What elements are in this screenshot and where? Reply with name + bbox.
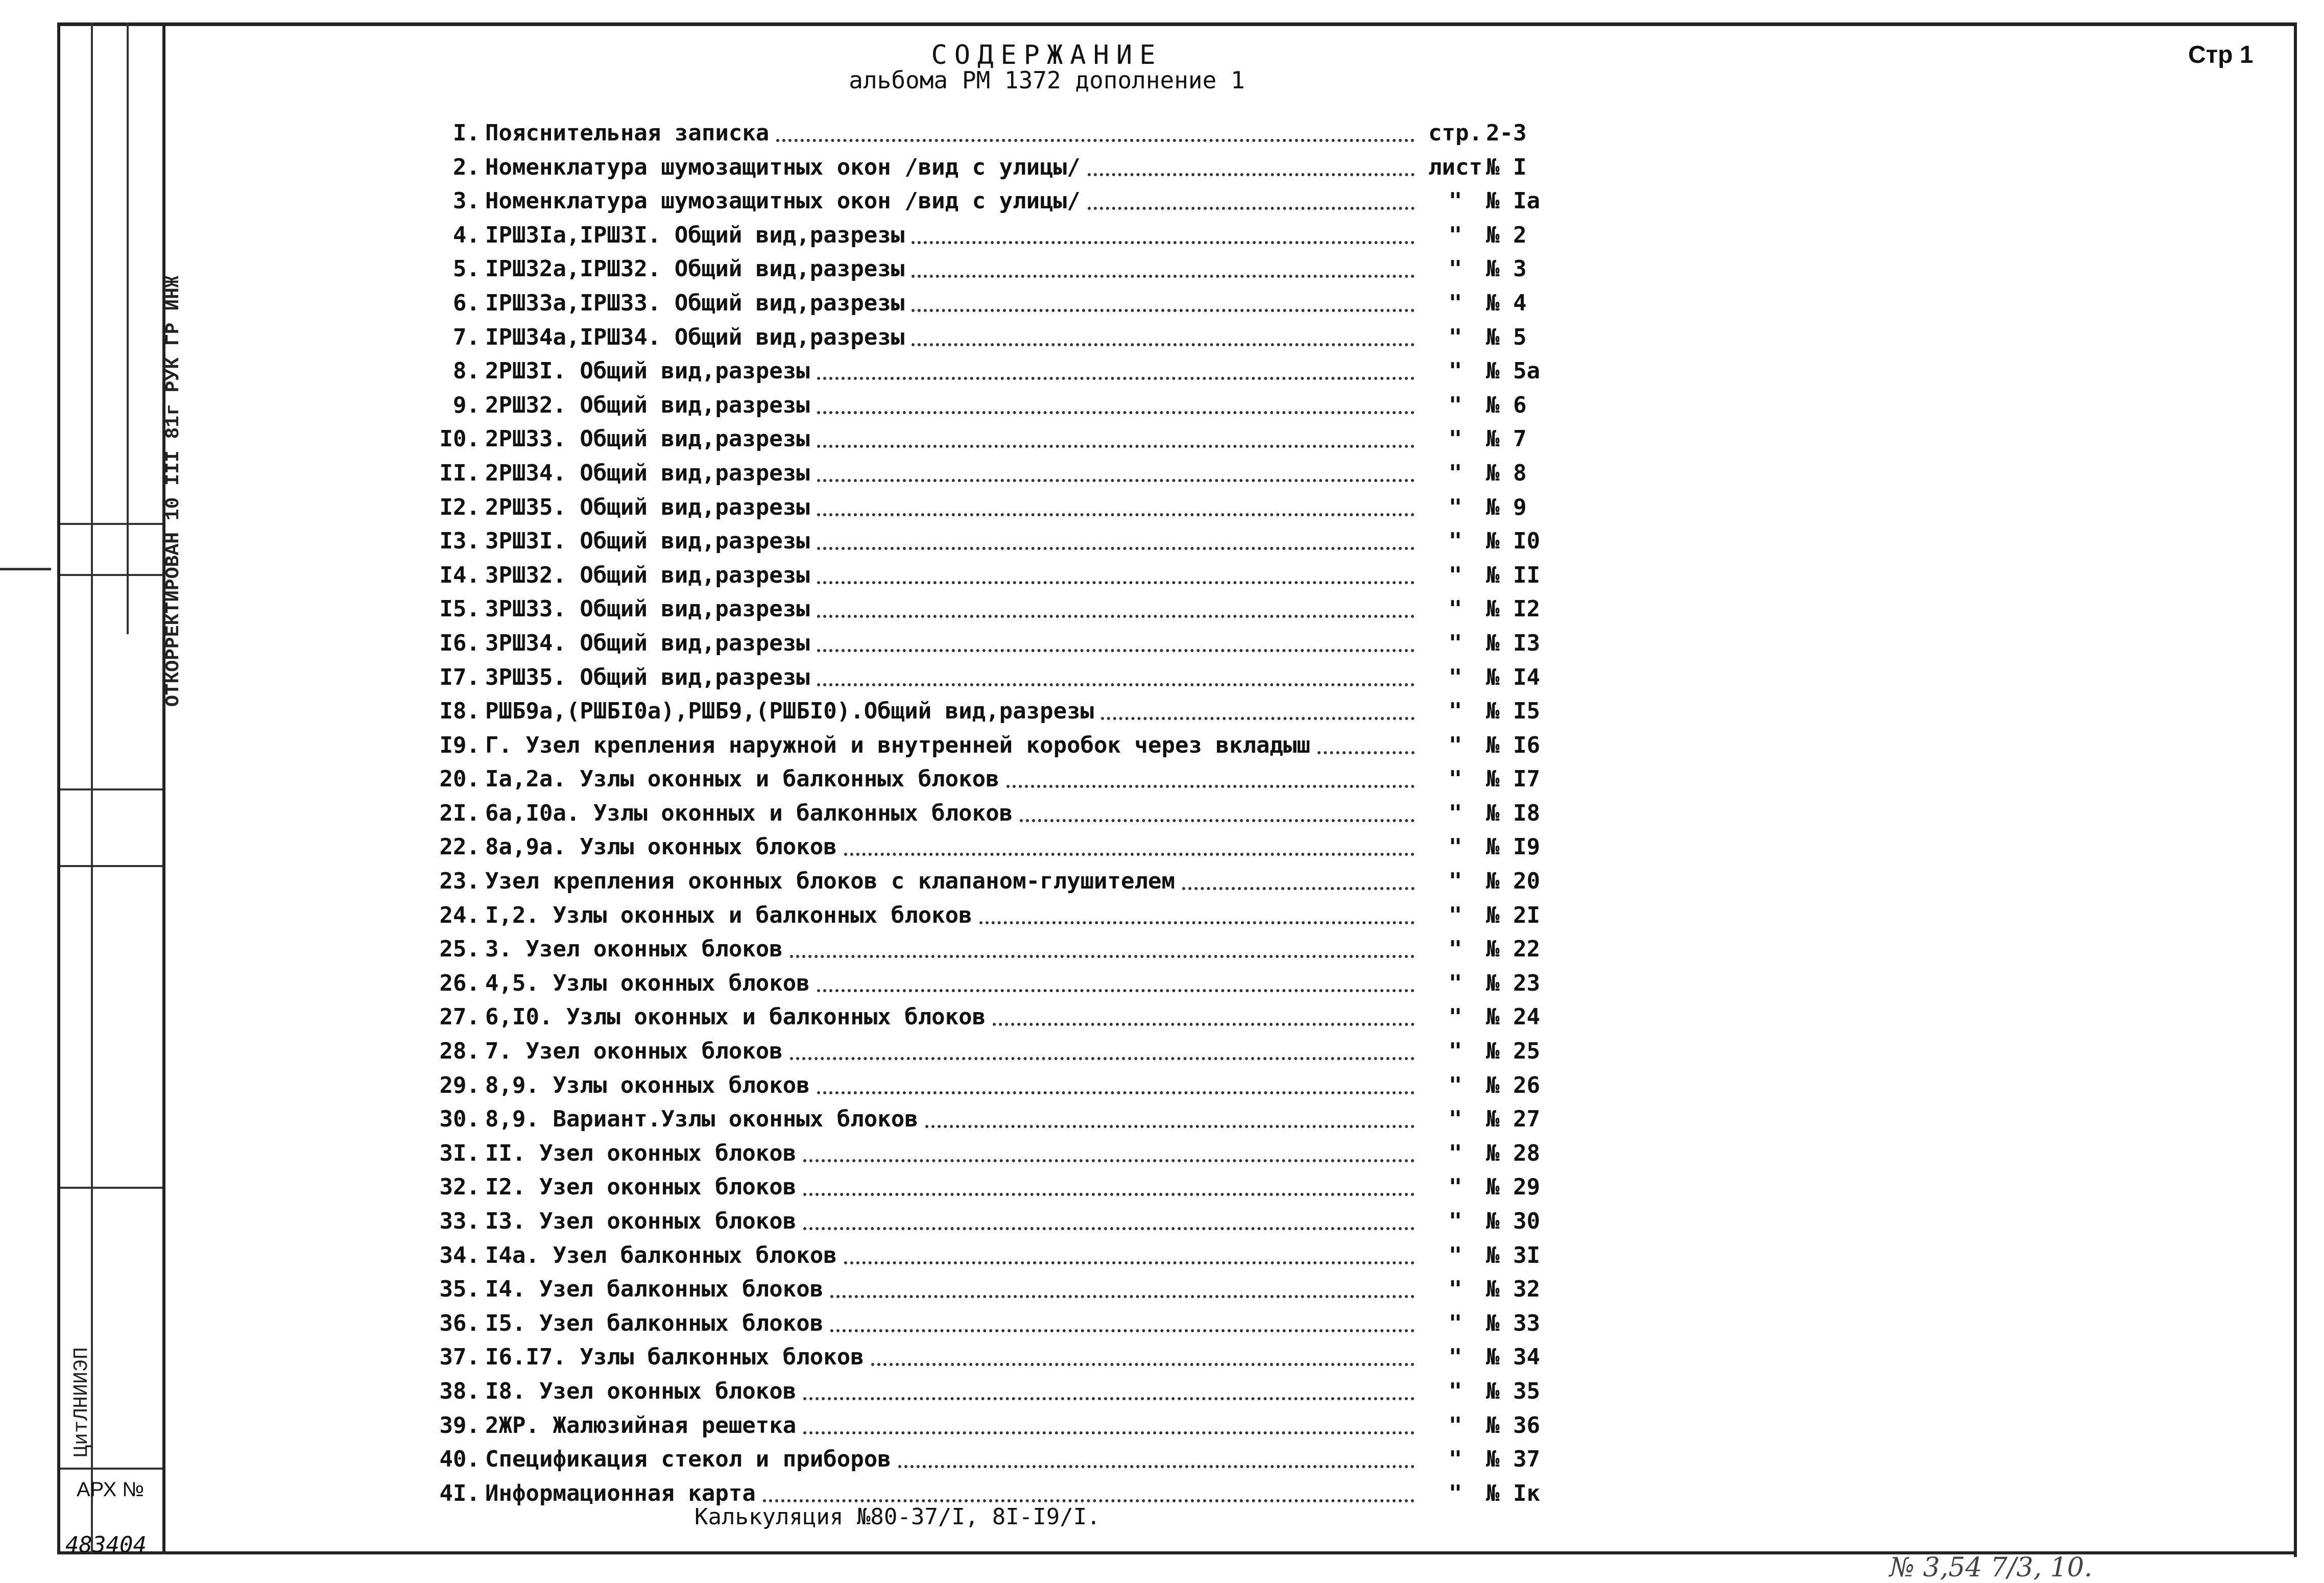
- toc-entry-title: 3РШ3I. Общий вид,разрезы: [485, 528, 810, 555]
- toc-entry-sheet-number: № 34: [1486, 1344, 1540, 1371]
- toc-entry-sheet-number: № II: [1486, 562, 1540, 588]
- toc-entry-ref-type: ": [1448, 1310, 1463, 1336]
- dot-leader: [790, 1057, 1415, 1060]
- toc-entry-ref-type: ": [1448, 800, 1463, 826]
- toc-entry-title: 2ЖР. Жалюзийная решетка: [485, 1412, 797, 1438]
- dot-leader: [803, 1227, 1415, 1230]
- dot-leader: [830, 1329, 1415, 1332]
- toc-entry-title: Г. Узел крепления наружной и внутренней коробок через вкладыш: [485, 732, 1310, 758]
- toc-entry-number: 30.: [439, 1106, 480, 1133]
- toc-entry-title: I5. Узел балконных блоков: [485, 1310, 824, 1336]
- toc-entry-ref-type: ": [1448, 324, 1463, 350]
- toc-entry-sheet-number: № I: [1486, 154, 1527, 180]
- toc-entry: [403, 932, 1578, 967]
- title-block-strip: [57, 22, 184, 1553]
- toc-entry: [403, 830, 1578, 865]
- toc-entry-number: 25.: [439, 936, 480, 963]
- toc-entry-ref-type: ": [1448, 1140, 1463, 1166]
- toc-entry-title: 3РШ33. Общий вид,разрезы: [485, 596, 810, 622]
- dot-leader: [912, 309, 1415, 312]
- toc-entry-sheet-number: № 3I: [1486, 1242, 1540, 1268]
- toc-entry-ref-type: ": [1448, 1004, 1463, 1030]
- toc-entry: [403, 1069, 1578, 1103]
- strip-divider: [91, 22, 93, 1553]
- dot-leader: [1101, 717, 1415, 720]
- toc-entry-title: IРШ3Iа,IРШ3I. Общий вид,разрезы: [485, 222, 905, 248]
- toc-entry-sheet-number: № I5: [1486, 698, 1540, 725]
- toc-entry-sheet-number: № I8: [1486, 800, 1540, 826]
- toc-entry-number: 38.: [439, 1378, 480, 1404]
- toc-entry-ref-type: ": [1448, 630, 1463, 656]
- toc-entry-sheet-number: № 35: [1486, 1378, 1540, 1404]
- toc-entry-sheet-number: № 3: [1486, 256, 1527, 282]
- toc-entry-sheet-number: № I2: [1486, 596, 1540, 622]
- toc-entry: [403, 1137, 1578, 1171]
- toc-entry-number: 5.: [453, 256, 480, 282]
- dot-leader: [817, 581, 1415, 584]
- toc-entry-number: 2.: [453, 154, 480, 180]
- toc-entry-ref-type: ": [1448, 902, 1463, 928]
- toc-entry-ref-type: ": [1448, 1344, 1463, 1371]
- toc-entry-sheet-number: 2-3: [1486, 120, 1527, 146]
- dot-leader: [1182, 887, 1415, 890]
- edge-mark: [0, 568, 51, 570]
- dot-leader: [830, 1295, 1415, 1298]
- dot-leader: [803, 1431, 1415, 1434]
- toc-entry-sheet-number: № 9: [1486, 494, 1527, 520]
- dot-leader: [803, 1193, 1415, 1196]
- toc-entry-sheet-number: № 29: [1486, 1174, 1540, 1201]
- toc-entry-sheet-number: № 24: [1486, 1004, 1540, 1030]
- dot-leader: [817, 445, 1415, 448]
- toc-entry-title: I2. Узел оконных блоков: [485, 1174, 797, 1201]
- toc-entry-ref-type: стр.: [1428, 120, 1482, 146]
- toc-entry-sheet-number: № 23: [1486, 970, 1540, 996]
- toc-entry-number: I4.: [439, 562, 480, 588]
- correction-note: ОТКОРРЕКТИРОВАН 10 III 81г РУК ГР ИНЖ: [162, 276, 184, 707]
- toc-entry-number: I7.: [439, 664, 480, 690]
- toc-entry-title: Спецификация стекол и приборов: [485, 1446, 891, 1473]
- toc-entry-sheet-number: № I6: [1486, 732, 1540, 758]
- toc-entry-title: I6.I7. Узлы балконных блоков: [485, 1344, 864, 1371]
- toc-entry-ref-type: ": [1448, 1072, 1463, 1098]
- toc-entry-sheet-number: № 20: [1486, 868, 1540, 895]
- toc-entry-title: 4,5. Узлы оконных блоков: [485, 970, 810, 996]
- dot-leader: [803, 1159, 1415, 1162]
- toc-entry-title: 6а,I0а. Узлы оконных и балконных блоков: [485, 800, 1013, 826]
- toc-entry-number: 28.: [439, 1038, 480, 1065]
- toc-entry-sheet-number: № I0: [1486, 528, 1540, 555]
- toc-entry-number: I3.: [439, 528, 480, 555]
- archive-label: АРХ №: [77, 1478, 145, 1501]
- dot-leader: [1020, 819, 1415, 822]
- toc-entry: [403, 865, 1578, 899]
- toc-entry-number: I2.: [439, 494, 480, 520]
- toc-entry-ref-type: ": [1448, 1106, 1463, 1133]
- toc-entry: [403, 1409, 1578, 1443]
- dot-leader: [817, 377, 1415, 380]
- toc-entry-number: 37.: [439, 1344, 480, 1371]
- toc-entry-number: 3I.: [439, 1140, 480, 1166]
- dot-leader: [912, 343, 1415, 346]
- dot-leader: [817, 649, 1415, 652]
- toc-entry-ref-type: ": [1448, 460, 1463, 486]
- toc-entry-title: 2РШ35. Общий вид,разрезы: [485, 494, 810, 520]
- toc-entry-number: I5.: [439, 596, 480, 622]
- toc-entry: [403, 286, 1578, 321]
- toc-entry-ref-type: ": [1448, 358, 1463, 385]
- toc-entry: [403, 1307, 1578, 1341]
- toc-entry-ref-type: ": [1448, 392, 1463, 418]
- toc-entry: [403, 1205, 1578, 1239]
- toc-entry-ref-type: ": [1448, 494, 1463, 520]
- toc-entry-ref-type: лист: [1428, 154, 1482, 180]
- toc-entry-number: 22.: [439, 834, 480, 860]
- page-subtitle: альбома РМ 1372 дополнение 1: [849, 66, 1245, 94]
- toc-entry-sheet-number: № 5: [1486, 324, 1527, 350]
- toc-entry: [403, 354, 1578, 389]
- dot-leader: [979, 921, 1415, 924]
- toc-entry-number: 6.: [453, 290, 480, 316]
- toc-entry-title: РШБ9а,(РШБI0а),РШБ9,(РШБI0).Общий вид,разрезы: [485, 698, 1094, 725]
- dot-leader: [1007, 785, 1415, 788]
- toc-entry-number: 2I.: [439, 800, 480, 826]
- toc-entry-title: Номенклатура шумозащитных окон /вид с улицы/: [485, 154, 1081, 180]
- toc-entry-ref-type: ": [1448, 1208, 1463, 1234]
- toc-entry-title: 2РШ34. Общий вид,разрезы: [485, 460, 810, 486]
- toc-entry-sheet-number: № 26: [1486, 1072, 1540, 1098]
- toc-entry: [403, 219, 1578, 253]
- dot-leader: [763, 1499, 1415, 1502]
- toc-entry-number: I0.: [439, 426, 480, 452]
- strip-divider: [60, 523, 162, 525]
- toc-entry: [403, 321, 1578, 355]
- toc-entry-ref-type: ": [1448, 834, 1463, 860]
- dot-leader: [817, 989, 1415, 992]
- toc-entry-title: 3РШ32. Общий вид,разрезы: [485, 562, 810, 588]
- toc-entry-title: IРШ33а,IРШ33. Общий вид,разрезы: [485, 290, 905, 316]
- toc-entry: [403, 1035, 1578, 1069]
- toc-entry-ref-type: ": [1448, 188, 1463, 214]
- toc-entry-sheet-number: № 2I: [1486, 902, 1540, 928]
- toc-entry-title: 8а,9а. Узлы оконных блоков: [485, 834, 837, 860]
- dot-leader: [817, 1091, 1415, 1094]
- archive-number: 483404: [65, 1532, 147, 1558]
- toc-entry-title: 3. Узел оконных блоков: [485, 936, 783, 963]
- toc-entry-sheet-number: № 5а: [1486, 358, 1540, 385]
- toc-entry-ref-type: ": [1448, 936, 1463, 963]
- toc-entry: [403, 592, 1578, 627]
- toc-entry-title: 2РШ33. Общий вид,разрезы: [485, 426, 810, 452]
- strip-divider: [60, 1468, 162, 1470]
- toc-entry-title: 3РШ35. Общий вид,разрезы: [485, 664, 810, 690]
- toc-entry-number: 26.: [439, 970, 480, 996]
- toc-entry-ref-type: ": [1448, 970, 1463, 996]
- dot-leader: [844, 1261, 1415, 1264]
- toc-entry-title: Пояснительная записка: [485, 120, 770, 146]
- toc-entry-title: Номенклатура шумозащитных окон /вид с улицы/: [485, 188, 1081, 214]
- toc-entry-title: 8,9. Узлы оконных блоков: [485, 1072, 810, 1098]
- toc-entry: [403, 116, 1578, 151]
- toc-entry-number: 27.: [439, 1004, 480, 1030]
- toc-entry-ref-type: ": [1448, 596, 1463, 622]
- toc-entry: [403, 899, 1578, 933]
- toc-entry-ref-type: ": [1448, 766, 1463, 793]
- toc-entry-number: 39.: [439, 1412, 480, 1438]
- toc-entry-number: 7.: [453, 324, 480, 350]
- toc-entry-ref-type: ": [1448, 868, 1463, 895]
- toc-entry-sheet-number: № 7: [1486, 426, 1527, 452]
- toc-entry-title: Узел крепления оконных блоков с клапаном-глушителем: [485, 868, 1176, 895]
- toc-entry: [403, 1340, 1578, 1375]
- toc-entry-sheet-number: № I9: [1486, 834, 1540, 860]
- toc-entry-number: 29.: [439, 1072, 480, 1098]
- table-of-contents: [403, 116, 1578, 1510]
- margin-handwritten-note: № 3,54 7/3, 10.: [1889, 1552, 2093, 1583]
- toc-entry-sheet-number: № 33: [1486, 1310, 1540, 1336]
- toc-entry-sheet-number: № 2: [1486, 222, 1527, 248]
- dot-leader: [993, 1023, 1415, 1026]
- toc-entry-number: 4I.: [439, 1480, 480, 1506]
- toc-entry-number: I.: [453, 120, 480, 146]
- toc-entry-title: II. Узел оконных блоков: [485, 1140, 797, 1166]
- strip-divider: [127, 22, 129, 634]
- toc-entry-number: 24.: [439, 902, 480, 928]
- dot-leader: [817, 513, 1415, 516]
- toc-entry-title: I3. Узел оконных блоков: [485, 1208, 797, 1234]
- dot-leader: [912, 241, 1415, 244]
- toc-entry-title: Iа,2а. Узлы оконных и балконных блоков: [485, 766, 999, 793]
- toc-entry-title: I4. Узел балконных блоков: [485, 1276, 824, 1303]
- toc-entry-number: I6.: [439, 630, 480, 656]
- toc-entry-sheet-number: № 37: [1486, 1446, 1540, 1473]
- toc-entry-number: I8.: [439, 698, 480, 725]
- toc-entry: [403, 1239, 1578, 1273]
- toc-entry-title: 2РШ32. Общий вид,разрезы: [485, 392, 810, 418]
- toc-entry-sheet-number: № 27: [1486, 1106, 1540, 1133]
- toc-entry-sheet-number: № I7: [1486, 766, 1540, 793]
- toc-entry-ref-type: ": [1448, 1038, 1463, 1065]
- toc-entry-title: 3РШ34. Общий вид,разрезы: [485, 630, 810, 656]
- toc-entry-sheet-number: № Iк: [1486, 1480, 1540, 1506]
- toc-entry-sheet-number: № 4: [1486, 290, 1527, 316]
- toc-entry: [403, 1000, 1578, 1035]
- toc-entry-sheet-number: № 28: [1486, 1140, 1540, 1166]
- toc-entry: [403, 1273, 1578, 1307]
- toc-entry-ref-type: ": [1448, 290, 1463, 316]
- toc-entry-ref-type: ": [1448, 528, 1463, 555]
- dot-leader: [776, 139, 1415, 142]
- toc-entry: [403, 661, 1578, 695]
- strip-divider: [60, 865, 162, 867]
- toc-entry-number: 9.: [453, 392, 480, 418]
- toc-entry: [403, 1443, 1578, 1477]
- toc-entry-ref-type: ": [1448, 1412, 1463, 1438]
- toc-entry: [403, 729, 1578, 763]
- calculation-note: Калькуляция №80-37/I, 8I-I9/I.: [694, 1504, 1100, 1530]
- dot-leader: [817, 479, 1415, 482]
- toc-entry-ref-type: ": [1448, 562, 1463, 588]
- dot-leader: [925, 1125, 1415, 1128]
- dot-leader: [1088, 207, 1415, 210]
- toc-entry: [403, 1170, 1578, 1205]
- page-label: Стр 1: [2188, 41, 2254, 68]
- toc-entry-ref-type: ": [1448, 1378, 1463, 1404]
- toc-entry: [403, 184, 1578, 219]
- toc-entry-ref-type: ": [1448, 1174, 1463, 1201]
- toc-entry: [403, 694, 1578, 729]
- dot-leader: [1088, 173, 1415, 176]
- toc-entry-title: 7. Узел оконных блоков: [485, 1038, 783, 1065]
- dot-leader: [871, 1363, 1415, 1366]
- dot-leader: [817, 411, 1415, 414]
- dot-leader: [912, 275, 1415, 278]
- dot-leader: [790, 955, 1415, 958]
- dot-leader: [803, 1397, 1415, 1400]
- toc-entry-number: 36.: [439, 1310, 480, 1336]
- strip-divider: [60, 788, 162, 790]
- toc-entry-title: I8. Узел оконных блоков: [485, 1378, 797, 1404]
- toc-entry-title: Информационная карта: [485, 1480, 756, 1506]
- toc-entry: [403, 524, 1578, 559]
- toc-entry-number: 8.: [453, 358, 480, 385]
- toc-entry-number: 33.: [439, 1208, 480, 1234]
- toc-entry-number: II.: [439, 460, 480, 486]
- toc-entry-ref-type: ": [1448, 222, 1463, 248]
- toc-entry-ref-type: ": [1448, 732, 1463, 758]
- dot-leader: [817, 615, 1415, 618]
- toc-entry-ref-type: ": [1448, 426, 1463, 452]
- toc-entry-number: 20.: [439, 766, 480, 793]
- toc-entry-ref-type: ": [1448, 1446, 1463, 1473]
- toc-entry-title: IРШ32а,IРШ32. Общий вид,разрезы: [485, 256, 905, 282]
- toc-entry: [403, 967, 1578, 1001]
- toc-entry-title: 6,I0. Узлы оконных и балконных блоков: [485, 1004, 986, 1030]
- toc-entry-number: I9.: [439, 732, 480, 758]
- strip-divider: [60, 574, 162, 576]
- toc-entry-number: 40.: [439, 1446, 480, 1473]
- toc-entry-number: 3.: [453, 188, 480, 214]
- department-mark: ЦитЛНИИЭП: [70, 1347, 93, 1457]
- toc-entry-ref-type: ": [1448, 256, 1463, 282]
- toc-entry-title: 2РШ3I. Общий вид,разрезы: [485, 358, 810, 385]
- toc-entry-sheet-number: № 25: [1486, 1038, 1540, 1065]
- dot-leader: [817, 547, 1415, 550]
- toc-entry: [403, 762, 1578, 797]
- toc-entry: [403, 457, 1578, 491]
- toc-entry-number: 35.: [439, 1276, 480, 1303]
- toc-entry-sheet-number: № 36: [1486, 1412, 1540, 1438]
- toc-entry: [403, 389, 1578, 423]
- dot-leader: [817, 683, 1415, 686]
- toc-entry: [403, 422, 1578, 457]
- toc-entry-ref-type: ": [1448, 664, 1463, 690]
- toc-entry-ref-type: ": [1448, 1276, 1463, 1303]
- dot-leader: [844, 853, 1415, 856]
- toc-entry: [403, 797, 1578, 831]
- toc-entry: [403, 491, 1578, 525]
- toc-entry-ref-type: ": [1448, 1242, 1463, 1268]
- toc-entry-title: IРШ34а,IРШ34. Общий вид,разрезы: [485, 324, 905, 350]
- toc-entry-ref-type: ": [1448, 1480, 1463, 1506]
- toc-entry-sheet-number: № 8: [1486, 460, 1527, 486]
- toc-entry-number: 32.: [439, 1174, 480, 1201]
- dot-leader: [898, 1465, 1415, 1468]
- toc-entry-number: 4.: [453, 222, 480, 248]
- toc-entry: [403, 1102, 1578, 1137]
- toc-entry-title: I,2. Узлы оконных и балконных блоков: [485, 902, 972, 928]
- dot-leader: [1317, 751, 1415, 754]
- strip-divider: [60, 1187, 162, 1189]
- toc-entry-number: 34.: [439, 1242, 480, 1268]
- toc-entry: [403, 151, 1578, 185]
- toc-entry-sheet-number: № I3: [1486, 630, 1540, 656]
- toc-entry-sheet-number: № I4: [1486, 664, 1540, 690]
- toc-entry: [403, 252, 1578, 286]
- toc-entry-sheet-number: № 30: [1486, 1208, 1540, 1234]
- toc-entry-sheet-number: № Iа: [1486, 188, 1540, 214]
- toc-entry-ref-type: ": [1448, 698, 1463, 725]
- toc-entry-title: 8,9. Вариант.Узлы оконных блоков: [485, 1106, 918, 1133]
- page-title: СОДЕРЖАНИЕ: [931, 40, 1163, 70]
- toc-entry-sheet-number: № 32: [1486, 1276, 1540, 1303]
- toc-entry-title: I4а. Узел балконных блоков: [485, 1242, 837, 1268]
- toc-entry-sheet-number: № 22: [1486, 936, 1540, 963]
- toc-entry: [403, 627, 1578, 661]
- toc-entry-sheet-number: № 6: [1486, 392, 1527, 418]
- toc-entry-number: 23.: [439, 868, 480, 895]
- toc-entry: [403, 1375, 1578, 1409]
- toc-entry: [403, 559, 1578, 593]
